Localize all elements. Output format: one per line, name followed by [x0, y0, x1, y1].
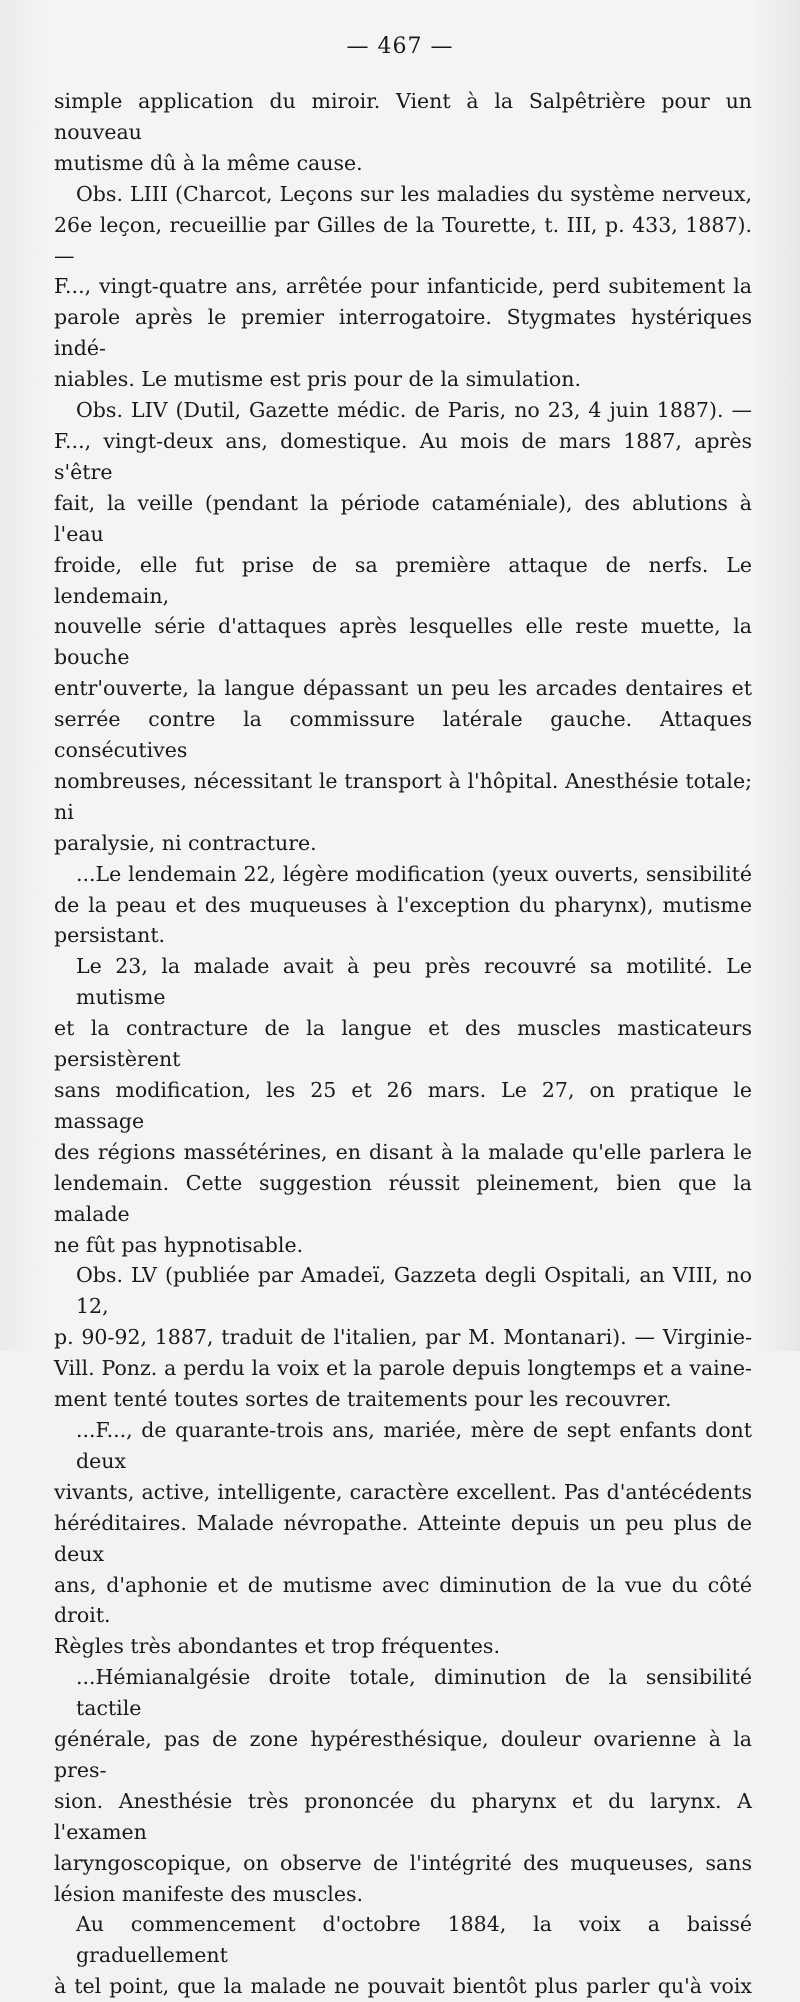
text-line: paralysie, ni contracture.: [54, 830, 317, 855]
text-line: Au commencement d'octobre 1884, la voix a baissé graduellement: [76, 1912, 752, 1968]
body-text: [54, 86, 752, 2002]
text-line: persistant.: [54, 923, 166, 948]
text-line: laryngoscopique, on observe de l'intégrité des muqueuses, sans: [54, 1850, 752, 1875]
text-line: ne fût pas hypnotisable.: [54, 1232, 304, 1257]
text-line: serrée contre la commissure latérale gauche. Attaques consécutives: [54, 707, 752, 763]
page-number: — 467 —: [346, 34, 454, 59]
text-line: parole après le premier interrogatoire. Stygmates hystériques indé-: [54, 305, 752, 361]
text-line: fait, la veille (pendant la période cataméniale), des ablutions à l'eau: [54, 490, 752, 546]
text-line: Obs. LIV (Dutil, Gazette médic. de Paris, no 23, 4 juin 1887). —: [76, 398, 752, 423]
text-line: simple application du miroir. Vient à la Salpêtrière pour un nouveau: [54, 89, 752, 144]
text-line: entr'ouverte, la langue dépassant un peu les arcades dentaires et: [54, 676, 752, 701]
text-line: et la contracture de la langue et des muscles masticateurs persistèrent: [54, 1016, 752, 1072]
text-line: Vill. Ponz. a perdu la voix et la parole depuis longtemps et a vaine-: [54, 1356, 752, 1381]
text-line: nouvelle série d'attaques après lesquelles elle reste muette, la bouche: [54, 614, 752, 670]
text-line: ...Le lendemain 22, légère modification (yeux ouverts, sensibilité: [76, 861, 752, 886]
text-line: 26e leçon, recueillie par Gilles de la Tourette, t. III, p. 433, 1887). —: [54, 212, 752, 268]
text-line: ...F..., de quarante-trois ans, mariée, mère de sept enfants dont deux: [76, 1417, 752, 1473]
text-line: sion. Anesthésie très prononcée du pharynx et du larynx. A l'examen: [54, 1788, 752, 1844]
text-line: lendemain. Cette suggestion réussit pleinement, bien que la malade: [54, 1170, 752, 1226]
text-line: générale, pas de zone hypéresthésique, douleur ovarienne à la pres-: [54, 1727, 752, 1782]
text-line: mutisme dû à la même cause.: [54, 150, 363, 175]
text-line: F..., vingt-quatre ans, arrêtée pour infanticide, perd subitement la: [54, 274, 752, 299]
text-line: F..., vingt-deux ans, domestique. Au mois de mars 1887, après s'être: [54, 428, 752, 484]
text-line: Obs. LV (publiée par Amadeï, Gazzeta degli Ospitali, an VIII, no 12,: [76, 1263, 752, 1319]
text-line: des régions massétérines, en disant à la malade qu'elle parlera le: [54, 1139, 752, 1164]
text-line: niables. Le mutisme est pris pour de la simulation.: [54, 367, 581, 392]
text-line: Le 23, la malade avait à peu près recouvré sa motilité. Le mutisme: [76, 954, 752, 1010]
text-line: à tel point, que la malade ne pouvait bientôt plus parler qu'à voix: [54, 1974, 752, 1999]
text-line: sans modification, les 25 et 26 mars. Le 27, on pratique le massage: [54, 1078, 752, 1133]
text-line: ment tenté toutes sortes de traitements pour les recouvrer.: [54, 1387, 672, 1412]
text-line: vivants, active, intelligente, caractère excellent. Pas d'antécédents: [54, 1479, 752, 1504]
text-line: froide, elle fut prise de sa première attaque de nerfs. Le lendemain,: [54, 552, 752, 608]
text-line: Règles très abondantes et trop fréquentes.: [54, 1634, 500, 1659]
text-line: héréditaires. Malade névropathe. Atteinte depuis un peu plus de deux: [54, 1510, 752, 1566]
text-line: ...Hémianalgésie droite totale, diminution de la sensibilité tactile: [76, 1665, 752, 1721]
text-line: de la peau et des muqueuses à l'exception du pharynx), mutisme: [54, 892, 752, 917]
text-line: Obs. LIII (Charcot, Leçons sur les maladies du système nerveux,: [76, 181, 752, 206]
text-line: lésion manifeste des muscles.: [54, 1881, 364, 1906]
text-line: p. 90-92, 1887, traduit de l'italien, par M. Montanari). — Virginie-: [54, 1325, 752, 1350]
text-line: ans, d'aphonie et de mutisme avec diminution de la vue du côté droit.: [54, 1572, 752, 1628]
text-line: nombreuses, nécessitant le transport à l'hôpital. Anesthésie totale; ni: [54, 768, 752, 824]
